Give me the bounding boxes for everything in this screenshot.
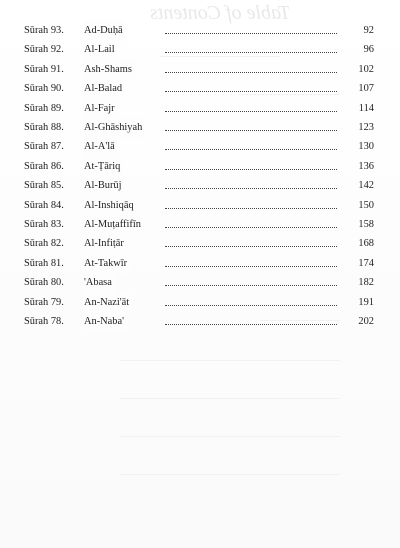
page-number: 191 xyxy=(358,296,374,308)
page-number: 202 xyxy=(358,316,374,327)
dot-leader xyxy=(165,188,337,189)
toc-entry xyxy=(0,137,400,157)
surah-label: Sūrah 85. xyxy=(24,180,64,192)
page-number: 114 xyxy=(358,102,374,114)
page-number: 92 xyxy=(363,25,374,36)
surah-title: 'Abasa xyxy=(84,273,115,293)
surah-title: Al-A'lā xyxy=(84,137,118,157)
page-number: 123 xyxy=(358,122,374,133)
page-number: 174 xyxy=(358,257,374,269)
surah-label: Sūrah 82. xyxy=(24,238,64,250)
surah-label: Sūrah 84. xyxy=(24,199,64,211)
page-number: 102 xyxy=(358,63,374,75)
toc-entry xyxy=(0,312,400,332)
surah-title: Al-Muṭaffifīn xyxy=(84,215,144,235)
surah-label: Sūrah 88. xyxy=(24,122,64,133)
surah-label: Sūrah 79. xyxy=(24,296,64,308)
toc-entry xyxy=(0,273,400,293)
toc-entry xyxy=(0,234,400,254)
dot-leader xyxy=(165,305,337,306)
page-number: 107 xyxy=(358,83,374,95)
surah-label: Sūrah 83. xyxy=(24,219,64,230)
surah-title: Al-Inshiqāq xyxy=(84,196,137,216)
surah-title: Al-Balad xyxy=(84,79,125,99)
toc-entry xyxy=(0,254,400,274)
surah-title: An-Naba' xyxy=(84,312,127,332)
ghost-heading: Table of Contents xyxy=(150,2,291,24)
dot-leader xyxy=(165,227,337,228)
surah-title: At-Ṭāriq xyxy=(84,157,123,177)
surah-title: Ad-Duḥā xyxy=(84,21,126,41)
surah-label: Sūrah 78. xyxy=(24,316,64,327)
page-number: 96 xyxy=(363,44,374,56)
dot-leader xyxy=(165,285,337,286)
dot-leader xyxy=(165,130,337,131)
toc-entry xyxy=(0,21,400,41)
surah-title: Ash-Shams xyxy=(84,60,135,80)
surah-label: Sūrah 90. xyxy=(24,83,64,95)
dot-leader xyxy=(165,169,337,170)
surah-title: An-Nazi'āt xyxy=(84,293,132,313)
toc-entry xyxy=(0,293,400,313)
surah-title: At-Takwīr xyxy=(84,254,130,274)
toc-entry xyxy=(0,215,400,235)
dot-leader xyxy=(165,111,337,112)
surah-label: Sūrah 81. xyxy=(24,257,64,269)
dot-leader xyxy=(165,266,337,267)
surah-label: Sūrah 93. xyxy=(24,25,64,36)
page-number: 158 xyxy=(358,219,374,230)
page-number: 150 xyxy=(358,199,374,211)
dot-leader xyxy=(165,208,337,209)
dot-leader xyxy=(165,52,337,53)
toc-entry xyxy=(0,118,400,138)
toc-entry xyxy=(0,40,400,60)
dot-leader xyxy=(165,91,337,92)
toc-entry xyxy=(0,157,400,177)
surah-title: Al-Burūj xyxy=(84,176,125,196)
toc-entry xyxy=(0,79,400,99)
page-number: 136 xyxy=(358,160,374,172)
surah-label: Sūrah 87. xyxy=(24,141,64,153)
surah-label: Sūrah 80. xyxy=(24,277,64,289)
toc-entry xyxy=(0,176,400,196)
dot-leader xyxy=(165,149,337,150)
toc-entry xyxy=(0,60,400,80)
dot-leader xyxy=(165,33,337,34)
page-number: 142 xyxy=(358,180,374,192)
page-number: 182 xyxy=(358,277,374,289)
surah-label: Sūrah 86. xyxy=(24,160,64,172)
dot-leader xyxy=(165,324,337,325)
surah-label: Sūrah 89. xyxy=(24,102,64,114)
surah-title: Al-Ghāshiyah xyxy=(84,118,145,138)
surah-title: Al-Fajr xyxy=(84,99,118,119)
dot-leader xyxy=(165,246,337,247)
dot-leader xyxy=(165,72,337,73)
surah-title: Al-Infiṭār xyxy=(84,234,127,254)
toc-entry xyxy=(0,99,400,119)
page-number: 130 xyxy=(358,141,374,153)
surah-title: Al-Lail xyxy=(84,40,118,60)
surah-label: Sūrah 92. xyxy=(24,44,64,56)
page-number: 168 xyxy=(358,238,374,250)
toc-entry xyxy=(0,196,400,216)
surah-label: Sūrah 91. xyxy=(24,63,64,75)
